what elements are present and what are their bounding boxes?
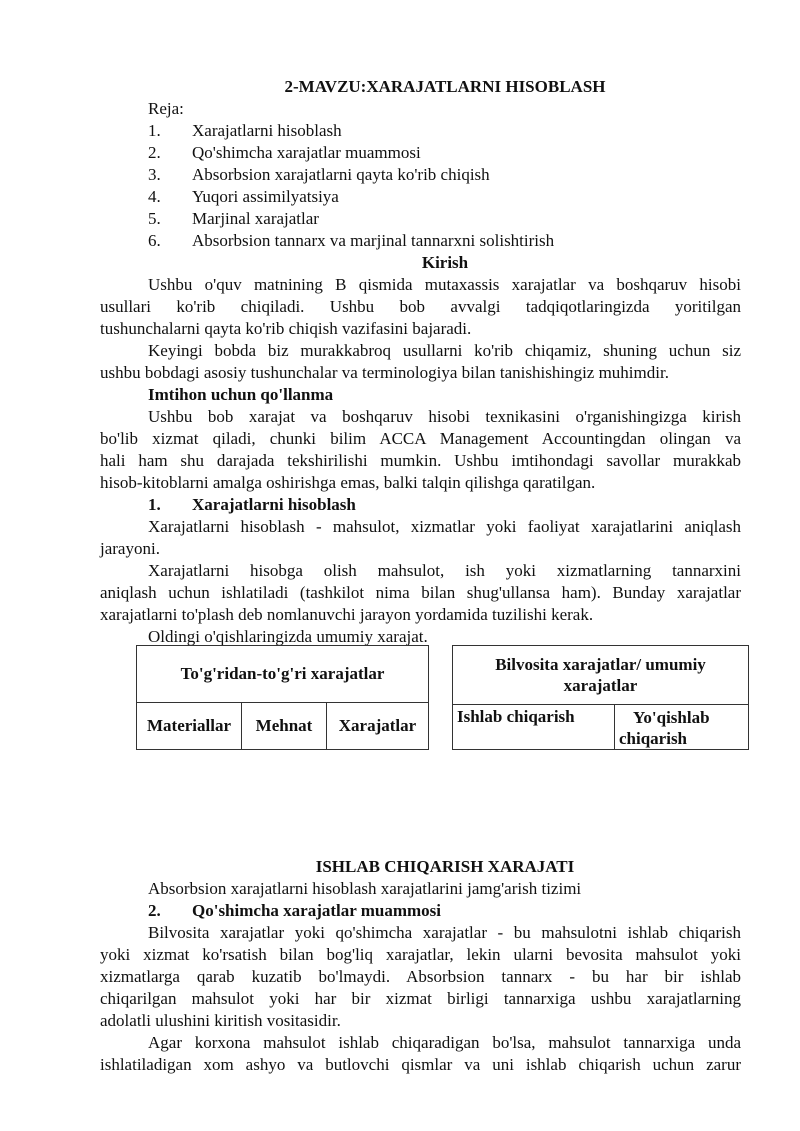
paragraph-line: ushbu bobdagi asosiy tushunchalar va terminologiya bilan tanishishingiz muhimdir.	[100, 363, 669, 382]
direct-cost-cell: Materiallar	[137, 703, 242, 750]
section1-heading: Xarajatlarni hisoblash	[192, 495, 356, 514]
paragraph-line: hali ham shu darajada tekshirilishi mumkin. Ushbu imtihondagi savollar murakkab	[100, 451, 741, 470]
indirect-costs-header	[453, 646, 749, 705]
reja-item	[148, 208, 161, 230]
reja-item-num: 6.	[148, 231, 161, 250]
paragraph-line: Bilvosita xarajatlar yoki qo'shimcha xarajatlar - bu mahsulotni ishlab chiqarish	[148, 923, 741, 942]
reja-item	[148, 230, 161, 252]
paragraph-line: Ushbu bob xarajat va boshqaruv hisobi texnikasini o'rganishingizga kirish	[148, 407, 741, 426]
direct-costs-header: To'g'ridan-to'g'ri xarajatlar	[137, 646, 429, 703]
indirect-cell-line: chiqarish	[619, 729, 688, 748]
section2-heading: Qo'shimcha xarajatlar muammosi	[192, 901, 442, 920]
paragraph-line: adolatli ulushini kiritish vositasidir.	[100, 1011, 341, 1030]
paragraph-line: Agar korxona mahsulot ishlab chiqaradigan bo'lsa, mahsulot tannarxiga unda	[148, 1033, 741, 1052]
indirect-cost-cell	[615, 705, 749, 750]
reja-item	[148, 142, 161, 164]
indirect-header-line: xarajatlar	[563, 676, 638, 695]
reja-item-num: 2.	[148, 143, 161, 162]
reja-item-text: Marjinal xarajatlar	[192, 209, 319, 228]
direct-cost-cell: Mehnat	[242, 703, 327, 750]
reja-item	[148, 186, 161, 208]
paragraph-line: Keyingi bobda biz murakkabroq usullarni ko'rib chiqamiz, shuning uchun siz	[148, 341, 741, 360]
paragraph-line: Oldingi o'qishlaringizda umumiy xarajat.	[148, 627, 428, 646]
paragraph-line: Absorbsion xarajatlarni hisoblash xarajatlarini jamg'arish tizimi	[148, 879, 582, 898]
section2-number: 2.	[148, 901, 161, 920]
reja-item-num: 1.	[148, 121, 161, 140]
paragraph-line: Xarajatlarni hisobga olish mahsulot, ish yoki xizmatlarning tannarxini	[148, 561, 741, 580]
indirect-costs-table	[452, 645, 749, 750]
paragraph-line: Ushbu o'quv matnining B qismida mutaxassis xarajatlar va boshqaruv hisobi	[148, 275, 741, 294]
reja-item-text: Absorbsion xarajatlarni qayta ko'rib chiqish	[192, 165, 490, 184]
paragraph-line: ishlatiladigan xom ashyo va butlovchi qismlar va uni ishlab chiqarish uchun zarur	[100, 1055, 741, 1074]
paragraph-line: xarajatlarni to'plash deb nomlanuvchi jarayon yordamida tuzilishi kerak.	[100, 605, 594, 624]
paragraph-line: bo'lib xizmat qiladi, chunki bilim ACCA Management Accountingdan olingan va	[100, 429, 741, 448]
kirish-heading: Kirish	[421, 253, 469, 272]
reja-item-text: Qo'shimcha xarajatlar muammosi	[192, 143, 421, 162]
direct-costs-table	[136, 645, 429, 750]
paragraph-line: Xarajatlarni hisoblash - mahsulot, xizmatlar yoki faoliyat xarajatlarini aniqlash	[148, 517, 741, 536]
direct-cost-cell: Xarajatlar	[327, 703, 429, 750]
paragraph-line: aniqlash uchun ishlatiladi (tashkilot nima bilan shug'ullansa ham). Bunday xarajatlar	[100, 583, 741, 602]
reja-item-text: Absorbsion tannarx va marjinal tannarxni solishtirish	[192, 231, 555, 250]
indirect-cost-cell: Ishlab chiqarish	[453, 705, 615, 750]
reja-item-num: 4.	[148, 187, 161, 206]
reja-item-num: 3.	[148, 165, 161, 184]
reja-item	[148, 120, 161, 142]
document-title: 2-MAVZU:XARAJATLARNI HISOBLASH	[284, 77, 606, 96]
reja-item-text: Yuqori assimilyatsiya	[192, 187, 339, 206]
reja-item-num: 5.	[148, 209, 161, 228]
paragraph-line: yoki xizmat ko'rsatish bilan bog'liq xarajatlar, lekin ularni bevosita mahsulot yoki	[100, 945, 741, 964]
indirect-cell-line: Yo'qishlab	[633, 708, 710, 727]
section1-number: 1.	[148, 495, 161, 514]
reja-label: Reja:	[148, 99, 184, 118]
ishlab-heading: ISHLAB CHIQARISH XARAJATI	[315, 857, 575, 876]
paragraph-line: tushunchalarni qayta ko'rib chiqish vazifasini bajaradi.	[100, 319, 472, 338]
indirect-header-line: Bilvosita xarajatlar/ umumiy	[495, 655, 706, 674]
paragraph-line: chiqarilgan mahsulot yoki har bir xizmat birligi tannarxiga ushbu xarajatlarning	[100, 989, 741, 1008]
paragraph-line: hisob-kitoblarni amalga oshirishga emas, balki talqin qilishga qaratilgan.	[100, 473, 596, 492]
paragraph-line: jarayoni.	[100, 539, 160, 558]
paragraph-line: usullari ko'rib chiqiladi. Ushbu bob avvalgi tadqiqotlaringizda yoritilgan	[100, 297, 741, 316]
reja-item-text: Xarajatlarni hisoblash	[192, 121, 342, 140]
imtihon-heading: Imtihon uchun qo'llanma	[148, 385, 334, 404]
paragraph-line: xizmatlarga qarab kuzatib bo'lmaydi. Absorbsion tannarx - bu har bir ishlab	[100, 967, 741, 986]
reja-item	[148, 164, 161, 186]
